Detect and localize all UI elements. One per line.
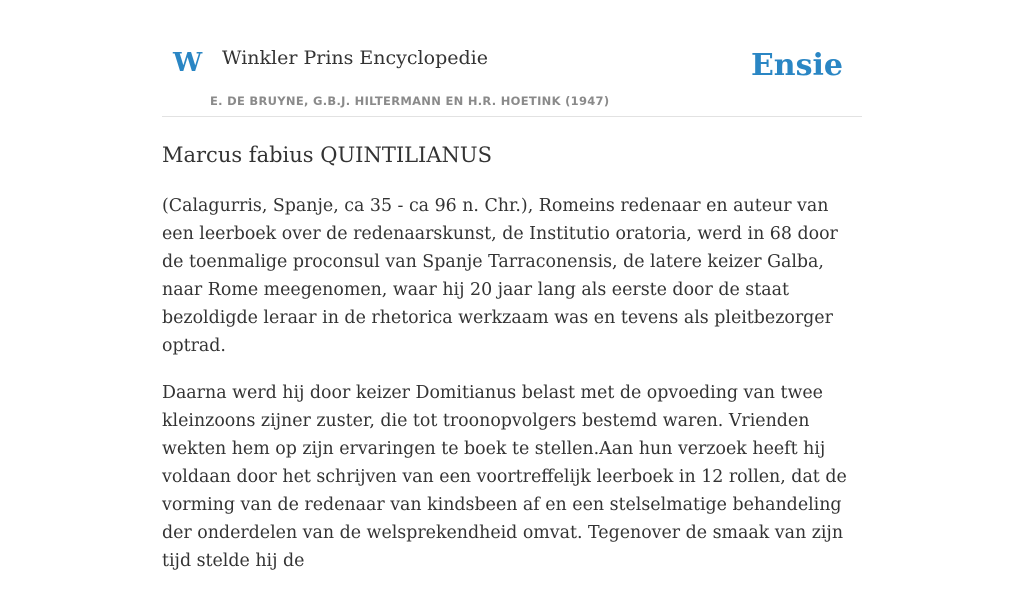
- article: [162, 140, 862, 594]
- article-paragraph: (Calagurris, Spanje, ca 35 - ca 96 n. Chr.), Romeins redenaar en auteur van een leerboek over de redenaarskunst, de Institutio oratoria, werd in 68 door de toenmalige proconsul van Spanje Tarraconensis, de latere keizer Galba, naar Rome meegenomen, waar hij 20 jaar lang als eerste door de staat bezoldigde leraar in de rhetorica werkzaam was en tevens als pleitbezorger optrad.: [162, 196, 838, 357]
- article-paragraph: Daarna werd hij door keizer Domitianus belast met de opvoeding van twee kleinzoons zijner zuster, die tot troonopvolgers bestemd waren. Vrienden wekten hem op zijn ervaringen te boek te stellen.Aan hun verzoek heeft hij voldaan door het schrijven van een voortreffelijk leerboek in 12 rollen, dat de vorming van de redenaar van kindsbeen af en een stelselmatige behandeling der onderdelen van de welsprekendheid omvat. Tegenover de smaak van zijn tijd stelde hij de: [162, 383, 847, 572]
- winkler-prins-logo[interactable]: W: [173, 48, 203, 78]
- site-header: [162, 0, 862, 117]
- site-title[interactable]: Winkler Prins Encyclopedie: [222, 47, 488, 69]
- article-title: Marcus fabius QUINTILIANUS: [162, 143, 492, 167]
- ensie-logo[interactable]: Ensie: [750, 48, 843, 83]
- byline: E. DE BRUYNE, G.B.J. HILTERMANN EN H.R. HOETINK (1947): [210, 94, 610, 108]
